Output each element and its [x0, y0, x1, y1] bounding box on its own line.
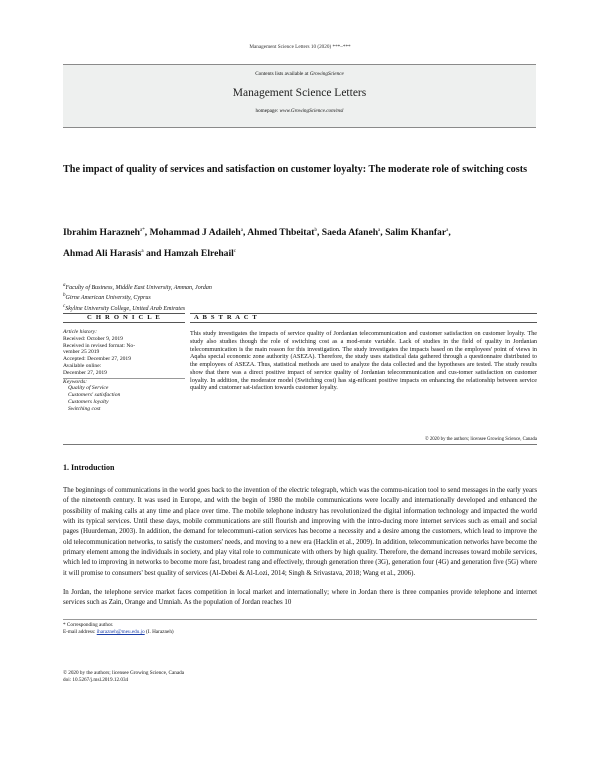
history-label: Article history: [63, 329, 98, 335]
affiliation [63, 292, 363, 302]
author-affiliation-mark: a* [140, 228, 145, 233]
email-suffix: (I. Harazneh) [144, 628, 174, 635]
contents-availability [63, 71, 536, 77]
affiliation-text: Skyline University College, United Arab Emirates [65, 305, 186, 312]
journal-masthead [63, 64, 536, 128]
abstract-heading: A B S T R A C T [190, 313, 537, 323]
section-heading-introduction: 1. Introduction [63, 463, 115, 472]
contents-source-link[interactable]: GrowingScience [309, 71, 344, 77]
affiliation-mark: c [63, 303, 66, 309]
author-name: Ahmad Ali Harasis [63, 248, 142, 260]
email-line [63, 629, 537, 636]
section-divider [63, 444, 537, 445]
history-line: vember 25 2019 [63, 349, 100, 356]
history-line: Available online: [63, 362, 102, 369]
author-affiliation-mark: a [378, 228, 381, 233]
author-affiliation-mark: a [240, 228, 243, 233]
keyword: Quality of Service [68, 385, 109, 392]
affiliation-mark: b [63, 293, 66, 299]
affiliation [63, 282, 363, 292]
author-name: Ibrahim Harazneh [63, 227, 141, 239]
author-affiliation-mark: a [141, 249, 144, 255]
author-name: Mohammad J Adaileh [149, 227, 241, 239]
footer-copyright: © 2020 by the authors; licensee Growing Science, Canada [63, 670, 185, 676]
homepage-link[interactable]: www.GrowingScience.com/msl [279, 108, 344, 114]
affiliations [63, 282, 363, 313]
running-head: Management Science Letters 10 (2020) ***–*** [249, 44, 351, 50]
abstract-text: This study investigates the impacts of service quality of Jordanian telecommunication and customer satisfaction on customer loyalty. The study also studies though the role of switching cost as a mod-erate variable. Lack of studies in the field of quality in Jordanian telecommunication is the main reason for this investigation. The study investigates the impacts based on the employees' point of views in Aqaba special economic zone authority (ASEZA). Therefore, the study uses statistical data gathered through a questionnaire distributed to the employees of ASEZA. Thus, statistical methods are used to analyze the data collected and the hypotheses are tested. The study results show that there was a direct positive impact of service quality of Jordanian telecommunication and cus-tomer satisfaction on customer loyalty. In addition, the moderator model (Switching cost) has sig-nificant positive impacts on enhancing the relationship between service quality and customer sat-isfaction towards customer loyalty. [190, 331, 537, 392]
body-paragraph: The beginnings of communications in the world goes back to the invention of the electric telegraph, which was the commu-nication tool to send messages in the early years of the nineteenth century. It was used in Europe, and with the begin of 1980 the mobile communications were locally and internationally developed and enhanced the possibility of making calls at any time and place over time. The mobile telephone industry has revolutionized the digital information technology and impacted the world with its typical services. Until these days, mobile communications are still flourish and improving with the intro-ducing more internet services such as email and social pages (Huurdeman, 2003). In addition, the demand for telecommuni-cation services has become a necessity and a desire among the customers, which lead to improve the old telecommunication networks, to satisfy the customers' needs, and moving to a new era (Hacklin et al., 2009). In addition, telecommunication networks have become the primary element among the individuals in society, and play vital role to communicate with others by high quality. Therefore, the demand increases toward mobile services, which led to improving in networks to become more fast, broadest rang and effectively, through generation three (3G), generation four (4G) and generation five (5G) where it will promise to consumers' best quality of services (Al-Debei & Al-Lozi, 2014; Singh & Srivastava, 2018; Wang et al., 2006). [63, 487, 537, 577]
affiliation-text: Girne American University, Cyprus [65, 295, 151, 302]
author-separator: , [242, 227, 248, 239]
article-title: The impact of quality of services and satisfaction on customer loyalty: The moderate role of switching costs [63, 164, 528, 175]
footer-doi: doi: 10.5267/j.msl.2019.12.034 [63, 676, 129, 683]
history-line: Accepted: December 27, 2019 [63, 356, 132, 363]
history-line: December 27, 2019 [63, 369, 107, 376]
author-separator: , [448, 227, 451, 239]
author-list [63, 221, 538, 263]
author-affiliation-mark: b [314, 228, 317, 233]
affiliation-mark: a [63, 283, 66, 288]
email-link[interactable]: iharazneh@meu.edu.jo [96, 628, 145, 635]
homepage-prefix: homepage: [255, 108, 280, 114]
keyword: Customers' satisfaction [68, 392, 121, 399]
page-footer [63, 670, 363, 683]
author-name: Saeda Afaneh [321, 227, 379, 239]
keyword: Switching cost [68, 405, 101, 412]
chronicle-panel [63, 329, 185, 413]
chronicle-heading: C H R O N I C L E [63, 313, 185, 323]
author-separator: , [380, 227, 386, 239]
footnote [63, 619, 537, 636]
body-paragraph: In Jordan, the telephone service market faces competition in local market and internationally; where in Jordan there is three companies provide telephone and internet services such as Zain, Orange and Umniah. As the population of Jordan reaches 10 [63, 589, 537, 607]
author-affiliation-mark: a [446, 228, 449, 233]
author-affiliation-mark: c [233, 249, 237, 255]
abstract-copyright: © 2020 by the authors; licensee Growing Science, Canada [425, 437, 537, 442]
history-line: Received in revised format: No- [63, 342, 136, 349]
affiliation-text: Faculty of Business, Middle East University, Amman, Jordan [65, 285, 212, 291]
corresponding-note: * Corresponding author. [63, 622, 114, 628]
contents-prefix: Contents lists available at [255, 71, 310, 77]
author-separator: and [143, 248, 164, 260]
author-separator: , [144, 227, 150, 239]
author-separator: , [317, 227, 322, 239]
journal-name: Management Science Letters [232, 87, 367, 99]
author-name: Hamzah Elrehail [163, 248, 234, 260]
history-line: Received: October 9, 2019 [63, 335, 123, 342]
keywords-label: Keywords: [63, 378, 185, 386]
author-name: Ahmed Thbeitat [247, 227, 315, 239]
keyword: Customers loyalty [68, 398, 109, 405]
journal-homepage [63, 108, 536, 114]
author-name: Salim Khanfar [385, 227, 447, 239]
email-label: E-mail address: [63, 628, 97, 635]
affiliation [63, 303, 363, 313]
